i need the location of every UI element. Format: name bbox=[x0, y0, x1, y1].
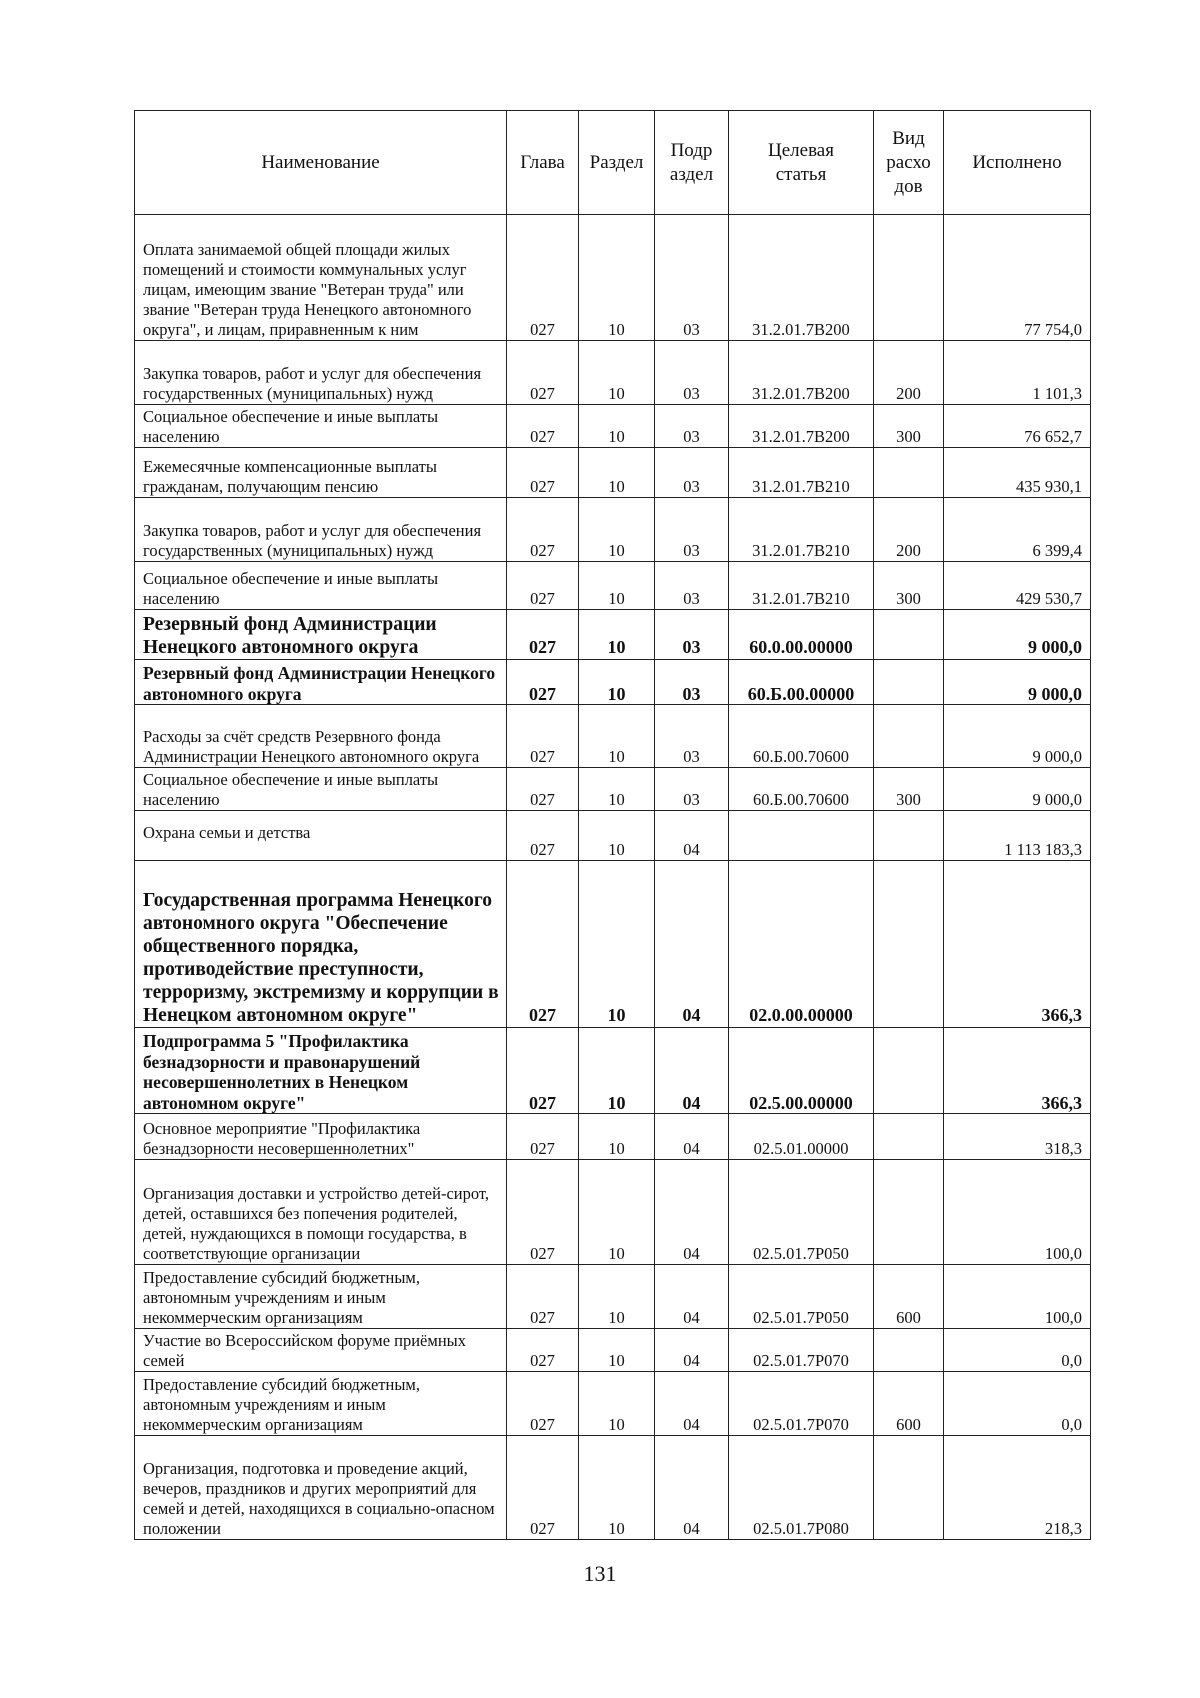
cell-celevaya-statya: 60.Б.00.00000 bbox=[729, 660, 874, 705]
cell-ispolneno: 429 530,7 bbox=[944, 562, 1091, 610]
cell-name: Подпрограмма 5 "Профилактика безнадзорности и правонарушений несовершеннолетних в Ненецком автономном округе" bbox=[135, 1028, 507, 1114]
cell-ispolneno: 1 101,3 bbox=[944, 341, 1091, 405]
table-row bbox=[135, 1265, 1091, 1329]
cell-razdel: 10 bbox=[579, 705, 655, 768]
cell-ispolneno: 9 000,0 bbox=[944, 610, 1091, 660]
table-row bbox=[135, 1329, 1091, 1372]
cell-celevaya-statya: 31.2.01.7В210 bbox=[729, 498, 874, 562]
cell-razdel: 10 bbox=[579, 405, 655, 448]
cell-glava: 027 bbox=[507, 610, 579, 660]
table-row bbox=[135, 448, 1091, 498]
cell-podrazdel: 03 bbox=[655, 705, 729, 768]
cell-name: Ежемесячные компенсационные выплаты гражданам, получающим пенсию bbox=[135, 448, 507, 498]
cell-vid-rashodov bbox=[874, 660, 944, 705]
cell-ispolneno: 218,3 bbox=[944, 1436, 1091, 1540]
header-podrazdel: Подр аздел bbox=[655, 111, 729, 215]
cell-razdel: 10 bbox=[579, 1028, 655, 1114]
cell-celevaya-statya: 02.5.01.00000 bbox=[729, 1114, 874, 1160]
header-ispolneno: Исполнено bbox=[944, 111, 1091, 215]
cell-razdel: 10 bbox=[579, 811, 655, 861]
cell-podrazdel: 03 bbox=[655, 215, 729, 341]
cell-glava: 027 bbox=[507, 768, 579, 811]
cell-name: Предоставление субсидий бюджетным, автономным учреждениям и иным некоммерческим организациям bbox=[135, 1372, 507, 1436]
header-row bbox=[135, 111, 1091, 215]
cell-glava: 027 bbox=[507, 1114, 579, 1160]
cell-vid-rashodov: 200 bbox=[874, 341, 944, 405]
budget-table bbox=[134, 110, 1091, 1540]
cell-podrazdel: 04 bbox=[655, 861, 729, 1028]
cell-name: Социальное обеспечение и иные выплаты населению bbox=[135, 562, 507, 610]
cell-vid-rashodov bbox=[874, 610, 944, 660]
cell-name: Охрана семьи и детства bbox=[135, 811, 507, 861]
cell-celevaya-statya: 31.2.01.7В210 bbox=[729, 562, 874, 610]
table-row bbox=[135, 498, 1091, 562]
cell-name: Резервный фонд Администрации Ненецкого автономного округа bbox=[135, 610, 507, 660]
cell-celevaya-statya: 31.2.01.7В200 bbox=[729, 405, 874, 448]
page-number: 131 bbox=[583, 1561, 617, 1586]
header-razdel: Раздел bbox=[579, 111, 655, 215]
table-row bbox=[135, 811, 1091, 861]
header-name: Наименование bbox=[135, 111, 507, 215]
table-row bbox=[135, 610, 1091, 660]
table-row bbox=[135, 215, 1091, 341]
cell-razdel: 10 bbox=[579, 448, 655, 498]
table-row bbox=[135, 768, 1091, 811]
cell-podrazdel: 04 bbox=[655, 1114, 729, 1160]
cell-ispolneno: 76 652,7 bbox=[944, 405, 1091, 448]
table-row bbox=[135, 405, 1091, 448]
cell-vid-rashodov bbox=[874, 705, 944, 768]
cell-ispolneno: 1 113 183,3 bbox=[944, 811, 1091, 861]
cell-celevaya-statya bbox=[729, 811, 874, 861]
cell-razdel: 10 bbox=[579, 215, 655, 341]
cell-ispolneno: 100,0 bbox=[944, 1160, 1091, 1265]
cell-razdel: 10 bbox=[579, 1436, 655, 1540]
cell-razdel: 10 bbox=[579, 1114, 655, 1160]
cell-vid-rashodov bbox=[874, 448, 944, 498]
cell-vid-rashodov bbox=[874, 1329, 944, 1372]
header-celevaya-statya: Целевая статья bbox=[729, 111, 874, 215]
cell-name: Государственная программа Ненецкого автономного округа "Обеспечение общественного порядка, противодействие преступности, терроризму, экстремизму и коррупции в Ненецком автономном округе" bbox=[135, 861, 507, 1028]
cell-glava: 027 bbox=[507, 705, 579, 768]
cell-name: Закупка товаров, работ и услуг для обеспечения государственных (муниципальных) нужд bbox=[135, 341, 507, 405]
cell-glava: 027 bbox=[507, 861, 579, 1028]
cell-razdel: 10 bbox=[579, 498, 655, 562]
cell-razdel: 10 bbox=[579, 768, 655, 811]
cell-glava: 027 bbox=[507, 215, 579, 341]
cell-glava: 027 bbox=[507, 341, 579, 405]
cell-glava: 027 bbox=[507, 448, 579, 498]
table-row bbox=[135, 861, 1091, 1028]
cell-podrazdel: 03 bbox=[655, 498, 729, 562]
cell-podrazdel: 03 bbox=[655, 660, 729, 705]
cell-razdel: 10 bbox=[579, 610, 655, 660]
cell-podrazdel: 04 bbox=[655, 1329, 729, 1372]
header-glava: Глава bbox=[507, 111, 579, 215]
cell-ispolneno: 9 000,0 bbox=[944, 660, 1091, 705]
cell-ispolneno: 0,0 bbox=[944, 1372, 1091, 1436]
cell-vid-rashodov: 200 bbox=[874, 498, 944, 562]
cell-celevaya-statya: 02.5.01.7Р070 bbox=[729, 1372, 874, 1436]
cell-glava: 027 bbox=[507, 1160, 579, 1265]
cell-ispolneno: 77 754,0 bbox=[944, 215, 1091, 341]
header-vid-rashodov: Вид расхо дов bbox=[874, 111, 944, 215]
cell-celevaya-statya: 02.5.00.00000 bbox=[729, 1028, 874, 1114]
cell-vid-rashodov bbox=[874, 811, 944, 861]
cell-glava: 027 bbox=[507, 1028, 579, 1114]
cell-name: Закупка товаров, работ и услуг для обеспечения государственных (муниципальных) нужд bbox=[135, 498, 507, 562]
cell-podrazdel: 04 bbox=[655, 1372, 729, 1436]
cell-name: Участие во Всероссийском форуме приёмных семей bbox=[135, 1329, 507, 1372]
cell-glava: 027 bbox=[507, 660, 579, 705]
cell-vid-rashodov: 300 bbox=[874, 562, 944, 610]
cell-podrazdel: 03 bbox=[655, 610, 729, 660]
cell-ispolneno: 0,0 bbox=[944, 1329, 1091, 1372]
cell-vid-rashodov bbox=[874, 1114, 944, 1160]
cell-celevaya-statya: 02.5.01.7Р050 bbox=[729, 1265, 874, 1329]
table-row bbox=[135, 1160, 1091, 1265]
table-row bbox=[135, 341, 1091, 405]
cell-podrazdel: 04 bbox=[655, 1265, 729, 1329]
cell-celevaya-statya: 02.5.01.7Р050 bbox=[729, 1160, 874, 1265]
cell-celevaya-statya: 31.2.01.7В210 bbox=[729, 448, 874, 498]
cell-vid-rashodov: 600 bbox=[874, 1265, 944, 1329]
cell-razdel: 10 bbox=[579, 1329, 655, 1372]
cell-name: Организация, подготовка и проведение акций, вечеров, праздников и других мероприятий для семей и детей, находящихся в социально-опасном положении bbox=[135, 1436, 507, 1540]
table-row bbox=[135, 1436, 1091, 1540]
cell-celevaya-statya: 02.0.00.00000 bbox=[729, 861, 874, 1028]
cell-ispolneno: 100,0 bbox=[944, 1265, 1091, 1329]
cell-vid-rashodov bbox=[874, 215, 944, 341]
cell-ispolneno: 9 000,0 bbox=[944, 768, 1091, 811]
table-row bbox=[135, 660, 1091, 705]
table-row bbox=[135, 1372, 1091, 1436]
cell-razdel: 10 bbox=[579, 1265, 655, 1329]
cell-name: Социальное обеспечение и иные выплаты населению bbox=[135, 405, 507, 448]
cell-razdel: 10 bbox=[579, 660, 655, 705]
cell-razdel: 10 bbox=[579, 341, 655, 405]
cell-podrazdel: 03 bbox=[655, 768, 729, 811]
cell-podrazdel: 03 bbox=[655, 405, 729, 448]
table-row bbox=[135, 1028, 1091, 1114]
cell-name: Социальное обеспечение и иные выплаты населению bbox=[135, 768, 507, 811]
cell-vid-rashodov bbox=[874, 861, 944, 1028]
cell-vid-rashodov bbox=[874, 1436, 944, 1540]
cell-name: Организация доставки и устройство детей-сирот, детей, оставшихся без попечения родителей, детей, нуждающихся в помощи государства, в соответствующие организации bbox=[135, 1160, 507, 1265]
cell-glava: 027 bbox=[507, 1329, 579, 1372]
cell-podrazdel: 04 bbox=[655, 811, 729, 861]
cell-razdel: 10 bbox=[579, 861, 655, 1028]
table-row bbox=[135, 705, 1091, 768]
cell-ispolneno: 435 930,1 bbox=[944, 448, 1091, 498]
cell-podrazdel: 04 bbox=[655, 1436, 729, 1540]
cell-razdel: 10 bbox=[579, 1372, 655, 1436]
cell-vid-rashodov: 300 bbox=[874, 405, 944, 448]
cell-podrazdel: 03 bbox=[655, 341, 729, 405]
cell-glava: 027 bbox=[507, 405, 579, 448]
cell-celevaya-statya: 60.0.00.00000 bbox=[729, 610, 874, 660]
cell-podrazdel: 03 bbox=[655, 562, 729, 610]
cell-celevaya-statya: 02.5.01.7Р070 bbox=[729, 1329, 874, 1372]
cell-vid-rashodov bbox=[874, 1160, 944, 1265]
cell-ispolneno: 6 399,4 bbox=[944, 498, 1091, 562]
cell-vid-rashodov: 600 bbox=[874, 1372, 944, 1436]
cell-glava: 027 bbox=[507, 1436, 579, 1540]
cell-celevaya-statya: 31.2.01.7В200 bbox=[729, 215, 874, 341]
cell-celevaya-statya: 60.Б.00.70600 bbox=[729, 705, 874, 768]
cell-glava: 027 bbox=[507, 811, 579, 861]
cell-celevaya-statya: 02.5.01.7Р080 bbox=[729, 1436, 874, 1540]
cell-name: Расходы за счёт средств Резервного фонда Администрации Ненецкого автономного округа bbox=[135, 705, 507, 768]
cell-vid-rashodov bbox=[874, 1028, 944, 1114]
cell-ispolneno: 366,3 bbox=[944, 1028, 1091, 1114]
cell-glava: 027 bbox=[507, 1265, 579, 1329]
cell-podrazdel: 03 bbox=[655, 448, 729, 498]
cell-razdel: 10 bbox=[579, 1160, 655, 1265]
cell-glava: 027 bbox=[507, 562, 579, 610]
cell-glava: 027 bbox=[507, 498, 579, 562]
cell-glava: 027 bbox=[507, 1372, 579, 1436]
cell-ispolneno: 9 000,0 bbox=[944, 705, 1091, 768]
table-row bbox=[135, 562, 1091, 610]
cell-name: Резервный фонд Администрации Ненецкого автономного округа bbox=[135, 660, 507, 705]
cell-podrazdel: 04 bbox=[655, 1160, 729, 1265]
cell-name: Основное мероприятие "Профилактика безнадзорности несовершеннолетних" bbox=[135, 1114, 507, 1160]
cell-name: Предоставление субсидий бюджетным, автономным учреждениям и иным некоммерческим организациям bbox=[135, 1265, 507, 1329]
cell-name: Оплата занимаемой общей площади жилых помещений и стоимости коммунальных услуг лицам, имеющим звание "Ветеран труда" или звание "Ветеран труда Ненецкого автономного округа", и лицам, приравненным к ним bbox=[135, 215, 507, 341]
cell-ispolneno: 366,3 bbox=[944, 861, 1091, 1028]
cell-razdel: 10 bbox=[579, 562, 655, 610]
cell-podrazdel: 04 bbox=[655, 1028, 729, 1114]
table-row bbox=[135, 1114, 1091, 1160]
cell-ispolneno: 318,3 bbox=[944, 1114, 1091, 1160]
cell-vid-rashodov: 300 bbox=[874, 768, 944, 811]
cell-celevaya-statya: 31.2.01.7В200 bbox=[729, 341, 874, 405]
cell-celevaya-statya: 60.Б.00.70600 bbox=[729, 768, 874, 811]
